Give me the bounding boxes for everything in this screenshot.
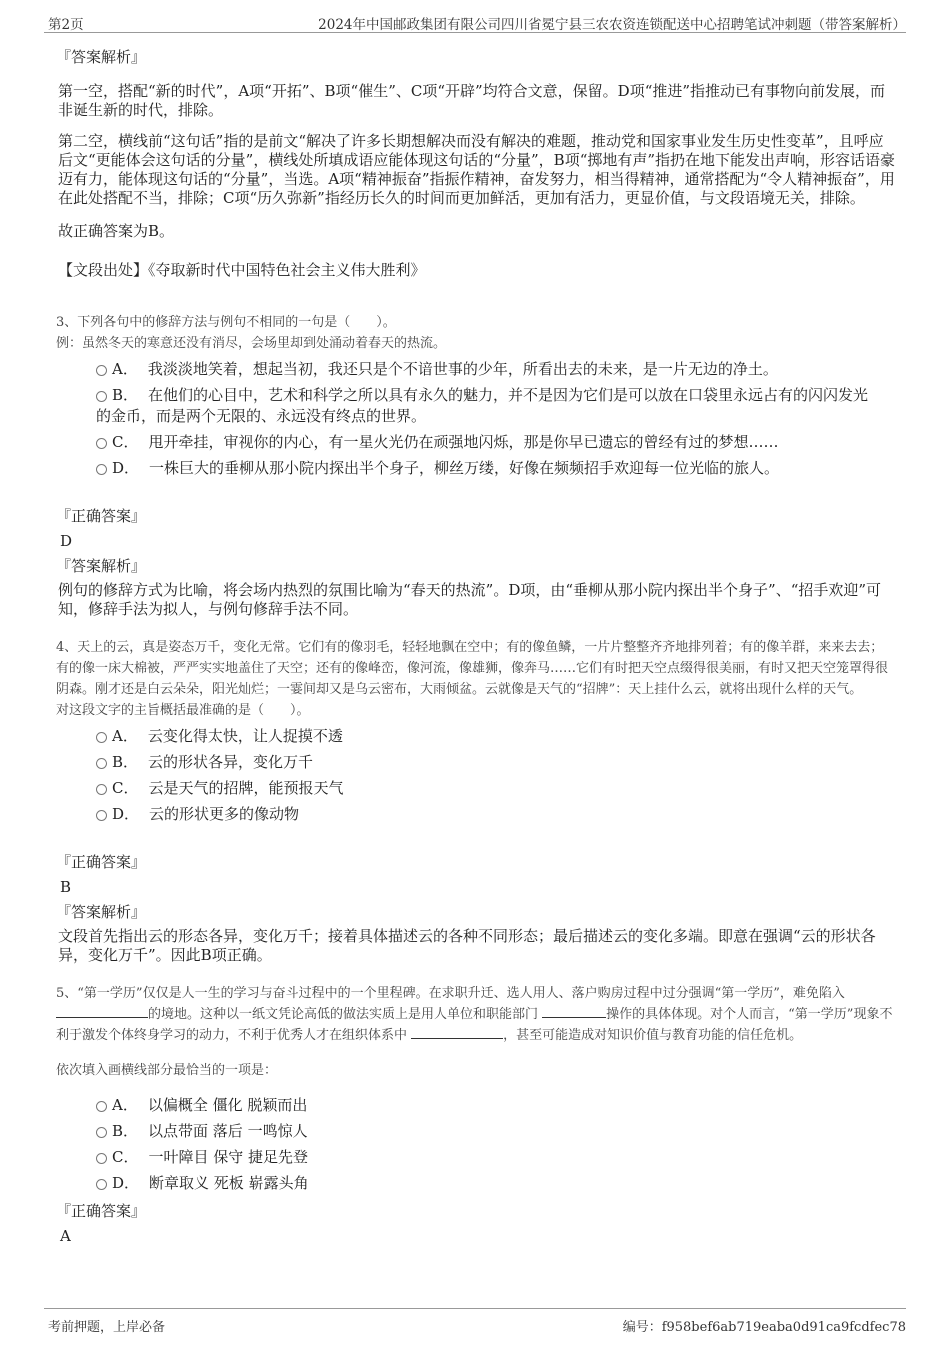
radio-icon[interactable] <box>96 784 107 795</box>
q5-blank-3 <box>411 1025 503 1039</box>
radio-icon[interactable] <box>96 758 107 769</box>
q3-option-a[interactable]: A． 我淡淡地笑着，想起当初，我还只是个不谙世事的少年，所看出去的未来，是一片无边的净土。 <box>96 359 896 380</box>
q4-question: 对这段文字的主旨概括最准确的是（ ）。 <box>56 703 310 718</box>
q2-analysis-tag: 『答案解析』 <box>56 48 147 66</box>
q3-analysis: 例句的修辞方式为比喻，将会场内热烈的氛围比喻为“春天的热流”。D项，由“垂柳从那小院内探出半个身子”、“招手欢迎”可知，修辞手法为拟人，与例句修辞手法不同。 <box>58 581 882 618</box>
page-footer <box>44 1308 906 1337</box>
q5-option-c[interactable]: C． 一叶障目 保守 捷足先登 <box>96 1147 896 1168</box>
q3-answer: D <box>60 532 73 550</box>
q5-answer-tag: 『正确答案』 <box>56 1202 147 1220</box>
radio-icon[interactable] <box>96 1127 107 1138</box>
q3-answer-tag: 『正确答案』 <box>56 507 147 525</box>
q4-option-d[interactable]: D． 云的形状更多的像动物 <box>96 804 896 825</box>
q2-analysis-p2: 第二空，横线前“这句话”指的是前文“解决了许多长期想解决而没有解决的难题，推动党和国家事业发生历史性变革”，且呼应后文“更能体会这句话的分量”，横线处所填成语应能体现这句话的“分量”，B项“掷地有声”指扔在地下能发出声响，形容话语豪迈有力，能体现这句话的“分量”，当选。A项“精神振奋”指振作精神，奋发努力，相当得精神，通常搭配为“令人精神振奋”，用在此处搭配不当，排除；C项“历久弥新”指经历长久的时间而更加鲜活，更加有活力，更显价值，与文段语境无关，排除。 <box>58 132 896 207</box>
page-number: 第2页 <box>48 17 84 33</box>
q5-stem: 5、“第一学历”仅仅是人一生的学习与奋斗过程中的一个里程碑。在求职升迁、选人用人、落户购房过程中过分强调“第一学历”，难免陷入 的境地。这种以一纸文凭论高低的做法实质上是用人单位和职能部门 操作的具体体现。对个人而言，“第一学历”现象不利于激发个体终身学习的动力，不利于优秀人才在组织体系中 ，甚至可能造成对知识价值与教育功能的信任危机。 <box>56 986 893 1043</box>
q3-options <box>96 359 896 479</box>
q2-source: 【文段出处】《夺取新时代中国特色社会主义伟大胜利》 <box>58 261 426 279</box>
q3-analysis-tag: 『答案解析』 <box>56 557 147 575</box>
q3-option-d[interactable]: D． 一株巨大的垂柳从那小院内探出半个身子，柳丝万缕，好像在频频招手欢迎每一位光临的旅人。 <box>96 458 896 479</box>
q4-options <box>96 726 896 825</box>
radio-icon[interactable] <box>96 1179 107 1190</box>
radio-icon[interactable] <box>96 391 107 402</box>
radio-icon[interactable] <box>96 1101 107 1112</box>
q2-analysis-p3: 故正确答案为B。 <box>58 222 175 240</box>
q4-option-a[interactable]: A． 云变化得太快，让人捉摸不透 <box>96 726 896 747</box>
q3-block <box>56 312 896 354</box>
footer-slogan: 考前押题，上岸必备 <box>48 1320 166 1335</box>
q5-option-a[interactable]: A． 以偏概全 僵化 脱颖而出 <box>96 1095 896 1116</box>
document-title: 2024年中国邮政集团有限公司四川省冕宁县三农农资连锁配送中心招聘笔试冲刺题（带答案解析） <box>318 17 906 33</box>
q2-analysis-p1: 第一空，搭配“新的时代”，A项“开拓”、B项“催生”、C项“开辟”均符合文意，保留。D项“推进”指推动已有事物向前发展，而非诞生新的时代，排除。 <box>58 82 886 119</box>
q5-option-b[interactable]: B． 以点带面 落后 一鸣惊人 <box>96 1121 896 1142</box>
q5-block <box>56 983 896 1081</box>
q5-answer-block <box>56 1200 896 1246</box>
q4-stem: 4、天上的云，真是姿态万千，变化无常。它们有的像羽毛，轻轻地飘在空中；有的像鱼鳞，一片片整整齐齐地排列着；有的像羊群，来来去去；有的像一床大棉被，严严实实地盖住了天空；还有的像峰峦，像河流，像雄狮，像奔马……它们有时把天空点缀得很美丽，有时又把天空笼罩得很阴森。刚才还是白云朵朵，阳光灿烂；一霎间却又是乌云密布，大雨倾盆。云就像是天气的“招牌”：天上挂什么云，就将出现什么样的天气。 <box>56 640 889 697</box>
q3-option-b[interactable]: B． 在他们的心目中，艺术和科学之所以具有永久的魅力，并不是因为它们是可以放在口袋里永远占有的闪闪发光 的金币，而是两个无限的、永远没有终点的世界。 <box>96 386 869 425</box>
radio-icon[interactable] <box>96 1153 107 1164</box>
radio-icon[interactable] <box>96 365 107 376</box>
q5-question: 依次填入画横线部分最恰当的一项是： <box>56 1063 278 1078</box>
q4-answer-block <box>56 851 896 965</box>
q4-analysis-tag: 『答案解析』 <box>56 903 147 921</box>
q5-blank-2 <box>542 1004 606 1018</box>
q4-block <box>56 637 896 721</box>
q4-analysis: 文段首先指出云的形态各异，变化万千；接着具体描述云的各种不同形态；最后描述云的变化多端。即意在强调“云的形状各异，变化万千”。因此B项正确。 <box>58 927 876 964</box>
q4-option-b[interactable]: B． 云的形状各异，变化万千 <box>96 752 896 773</box>
q5-answer: A <box>60 1227 71 1245</box>
q3-stem: 3、下列各句中的修辞方法与例句不相同的一句是（ ）。 <box>56 315 396 330</box>
q3-answer-block <box>56 505 896 619</box>
q5-blank-1 <box>56 1004 148 1018</box>
q5-option-d[interactable]: D． 断章取义 死板 崭露头角 <box>96 1173 896 1194</box>
q5-options <box>96 1095 896 1194</box>
q3-example: 例：虽然冬天的寒意还没有消尽，会场里却到处涌动着春天的热流。 <box>56 336 447 351</box>
radio-icon[interactable] <box>96 464 107 475</box>
main-content <box>56 44 896 1246</box>
radio-icon[interactable] <box>96 438 107 449</box>
q4-answer-tag: 『正确答案』 <box>56 853 147 871</box>
document-id: 编号：f958bef6ab719eaba0d91ca9fcdfec78 <box>622 1320 906 1335</box>
radio-icon[interactable] <box>96 810 107 821</box>
q3-option-c[interactable]: C． 甩开牵挂，审视你的内心，有一星火光仍在顽强地闪烁，那是你早已遗忘的曾经有过的梦想…… <box>96 432 896 453</box>
q4-answer: B <box>60 878 72 896</box>
radio-icon[interactable] <box>96 732 107 743</box>
page-header <box>44 10 906 33</box>
q4-option-c[interactable]: C． 云是天气的招牌，能预报天气 <box>96 778 896 799</box>
